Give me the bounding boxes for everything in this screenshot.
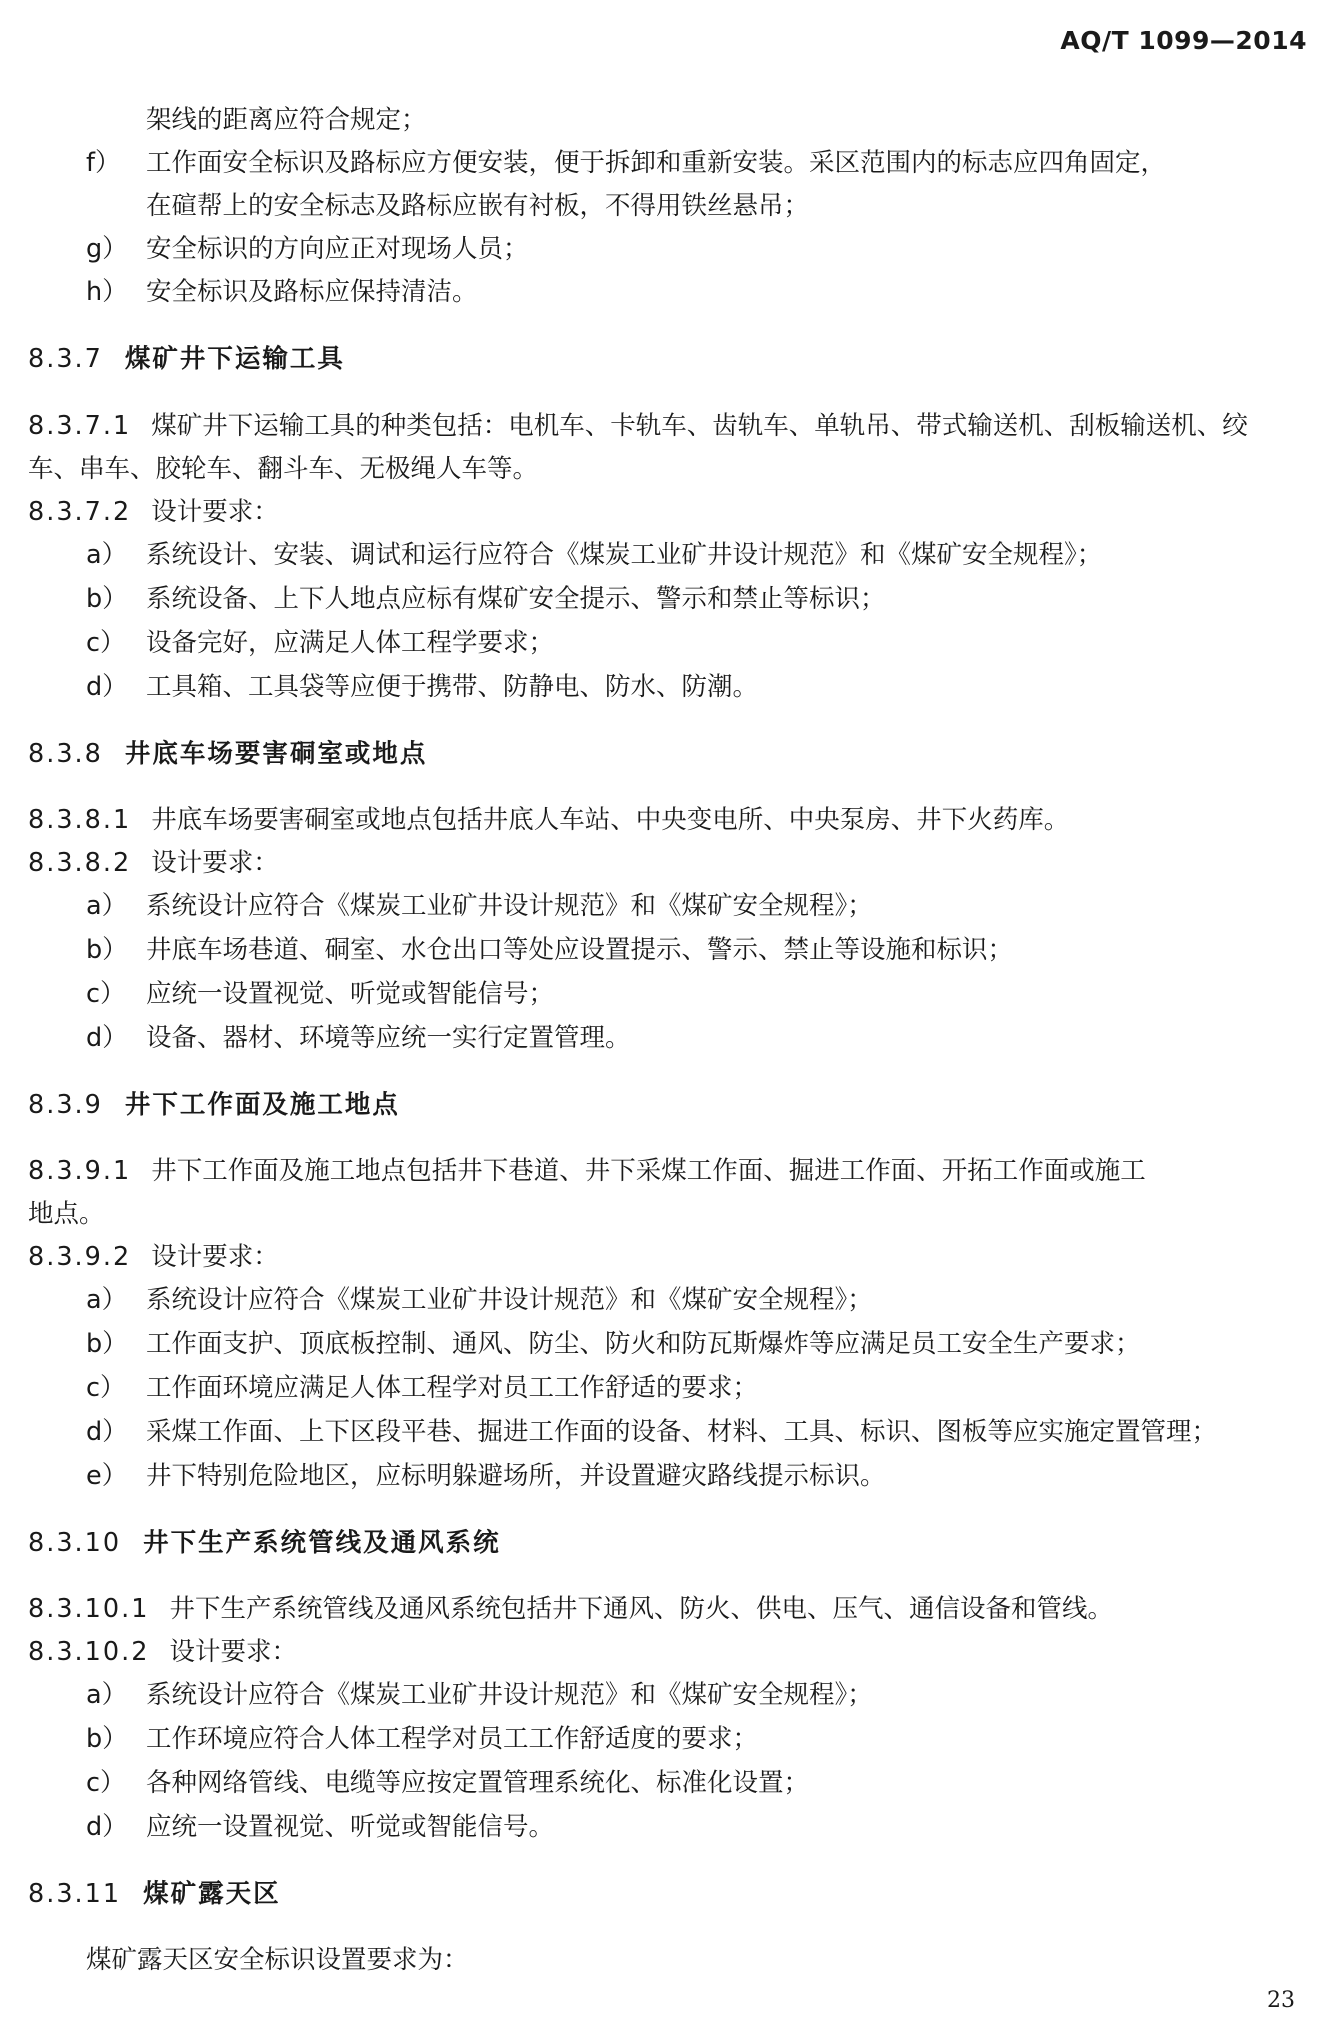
page-number: 23 [1267,1988,1295,2013]
list-item-label: d） [86,672,128,702]
list-item-text: 系统设计应符合《煤炭工业矿井设计规范》和《煤矿安全规程》； [146,891,873,921]
list-item-label: c） [86,1373,126,1403]
clause-text: 煤矿井下运输工具的种类包括：电机车、卡轨车、齿轨车、单轨吊、带式输送机、刮板输送机、绞 [151,411,1248,441]
clause [28,1156,1146,1186]
clause-number: 8.3.7.2 [28,497,132,527]
section-heading [28,739,428,769]
section-heading [28,1528,501,1558]
list-item-text: 安全标识及路标应保持清洁。 [146,277,478,307]
clause-number: 8.3.8.1 [28,805,132,835]
list-item-text: 工具箱、工具袋等应便于携带、防静电、防水、防潮。 [146,672,759,702]
section-heading [28,344,345,374]
list-item-text: 安全标识的方向应正对现场人员； [146,234,529,264]
clause-number: 8.3.10.1 [28,1594,150,1624]
list-item-text: 应统一设置视觉、听觉或智能信号； [146,979,555,1009]
list-item-label: h） [86,277,128,307]
list-item-label: b） [86,1724,128,1754]
list-item-label: d） [86,1417,128,1447]
section-title: 煤矿露天区 [143,1879,281,1909]
section-heading [28,1879,281,1909]
list-item-text: 井底车场巷道、硐室、水仓出口等处应设置提示、警示、禁止等设施和标识； [146,935,1014,965]
clause-text: 设计要求： [151,497,279,527]
list-item-text: 应统一设置视觉、听觉或智能信号。 [146,1812,555,1842]
clause [28,411,1248,441]
list-item-text: 各种网络管线、电缆等应按定置管理系统化、标准化设置； [146,1768,810,1798]
list-item-text: 系统设备、上下人地点应标有煤矿安全提示、警示和禁止等标识； [146,584,886,614]
list-item-text: 井下特别危险地区，应标明躲避场所，并设置避灾路线提示标识。 [146,1461,886,1491]
clause-text: 井下工作面及施工地点包括井下巷道、井下采煤工作面、掘进工作面、开拓工作面或施工 [151,1156,1146,1186]
list-item-label: g） [86,234,128,264]
clause-text: 井底车场要害硐室或地点包括井底人车站、中央变电所、中央泵房、井下火药库。 [151,805,1070,835]
list-item-text: 系统设计应符合《煤炭工业矿井设计规范》和《煤矿安全规程》； [146,1680,873,1710]
list-item-text: 采煤工作面、上下区段平巷、掘进工作面的设备、材料、工具、标识、图板等应实施定置管理； [146,1417,1218,1447]
clause-number: 8.3.8.2 [28,848,132,878]
list-item-text: 在碹帮上的安全标志及路标应嵌有衬板，不得用铁丝悬吊； [146,191,810,221]
list-item-label: b） [86,935,128,965]
list-item-label: d） [86,1812,128,1842]
clause-number: 8.3.10.2 [28,1637,150,1667]
section-number: 8.3.9 [28,1090,103,1120]
section-title: 井下生产系统管线及通风系统 [143,1528,501,1558]
list-item-label: b） [86,1329,128,1359]
list-item-label: b） [86,584,128,614]
section-title: 煤矿井下运输工具 [124,344,345,374]
list-item-label: a） [86,1285,128,1315]
paragraph: 煤矿露天区安全标识设置要求为： [86,1945,469,1975]
clause [28,1637,297,1667]
list-item-label: d） [86,1023,128,1053]
section-number: 8.3.7 [28,344,103,374]
list-item-text: 工作环境应符合人体工程学对员工工作舒适度的要求； [146,1724,759,1754]
list-item-text: 系统设计应符合《煤炭工业矿井设计规范》和《煤矿安全规程》； [146,1285,873,1315]
clause-text: 设计要求： [169,1637,297,1667]
section-heading [28,1090,400,1120]
list-item-label: a） [86,540,128,570]
clause-number: 8.3.9.2 [28,1242,132,1272]
clause-text: 井下生产系统管线及通风系统包括井下通风、防火、供电、压气、通信设备和管线。 [169,1594,1113,1624]
list-item-label: a） [86,1680,128,1710]
list-item-label: a） [86,891,128,921]
list-item-text: 架线的距离应符合规定； [146,105,427,135]
clause [28,1242,279,1272]
clause-continuation: 车、串车、胶轮车、翻斗车、无极绳人车等。 [28,454,539,484]
clause [28,1594,1113,1624]
section-number: 8.3.11 [28,1879,122,1909]
section-title: 井底车场要害硐室或地点 [124,739,428,769]
document-code: AQ/T 1099—2014 [1060,26,1307,55]
list-item-text: 工作面环境应满足人体工程学对员工工作舒适的要求； [146,1373,759,1403]
list-item-label: c） [86,628,126,658]
list-item-text: 工作面支护、顶底板控制、通风、防尘、防火和防瓦斯爆炸等应满足员工安全生产要求； [146,1329,1141,1359]
list-item-text: 工作面安全标识及路标应方便安装，便于拆卸和重新安装。采区范围内的标志应四角固定， [146,148,1167,178]
section-title: 井下工作面及施工地点 [124,1090,400,1120]
list-item-text: 设备完好，应满足人体工程学要求； [146,628,555,658]
clause [28,805,1070,835]
clause-text: 设计要求： [151,848,279,878]
section-number: 8.3.8 [28,739,103,769]
list-item-label: c） [86,979,126,1009]
clause-continuation: 地点。 [28,1199,105,1229]
list-item-text: 设备、器材、环境等应统一实行定置管理。 [146,1023,631,1053]
clause-number: 8.3.7.1 [28,411,132,441]
list-item-label: f） [86,148,121,178]
section-number: 8.3.10 [28,1528,122,1558]
clause-number: 8.3.9.1 [28,1156,132,1186]
clause-text: 设计要求： [151,1242,279,1272]
list-item-text: 系统设计、安装、调试和运行应符合《煤炭工业矿井设计规范》和《煤矿安全规程》； [146,540,1103,570]
list-item-label: e） [86,1461,128,1491]
clause [28,848,279,878]
clause [28,497,279,527]
list-item-label: c） [86,1768,126,1798]
